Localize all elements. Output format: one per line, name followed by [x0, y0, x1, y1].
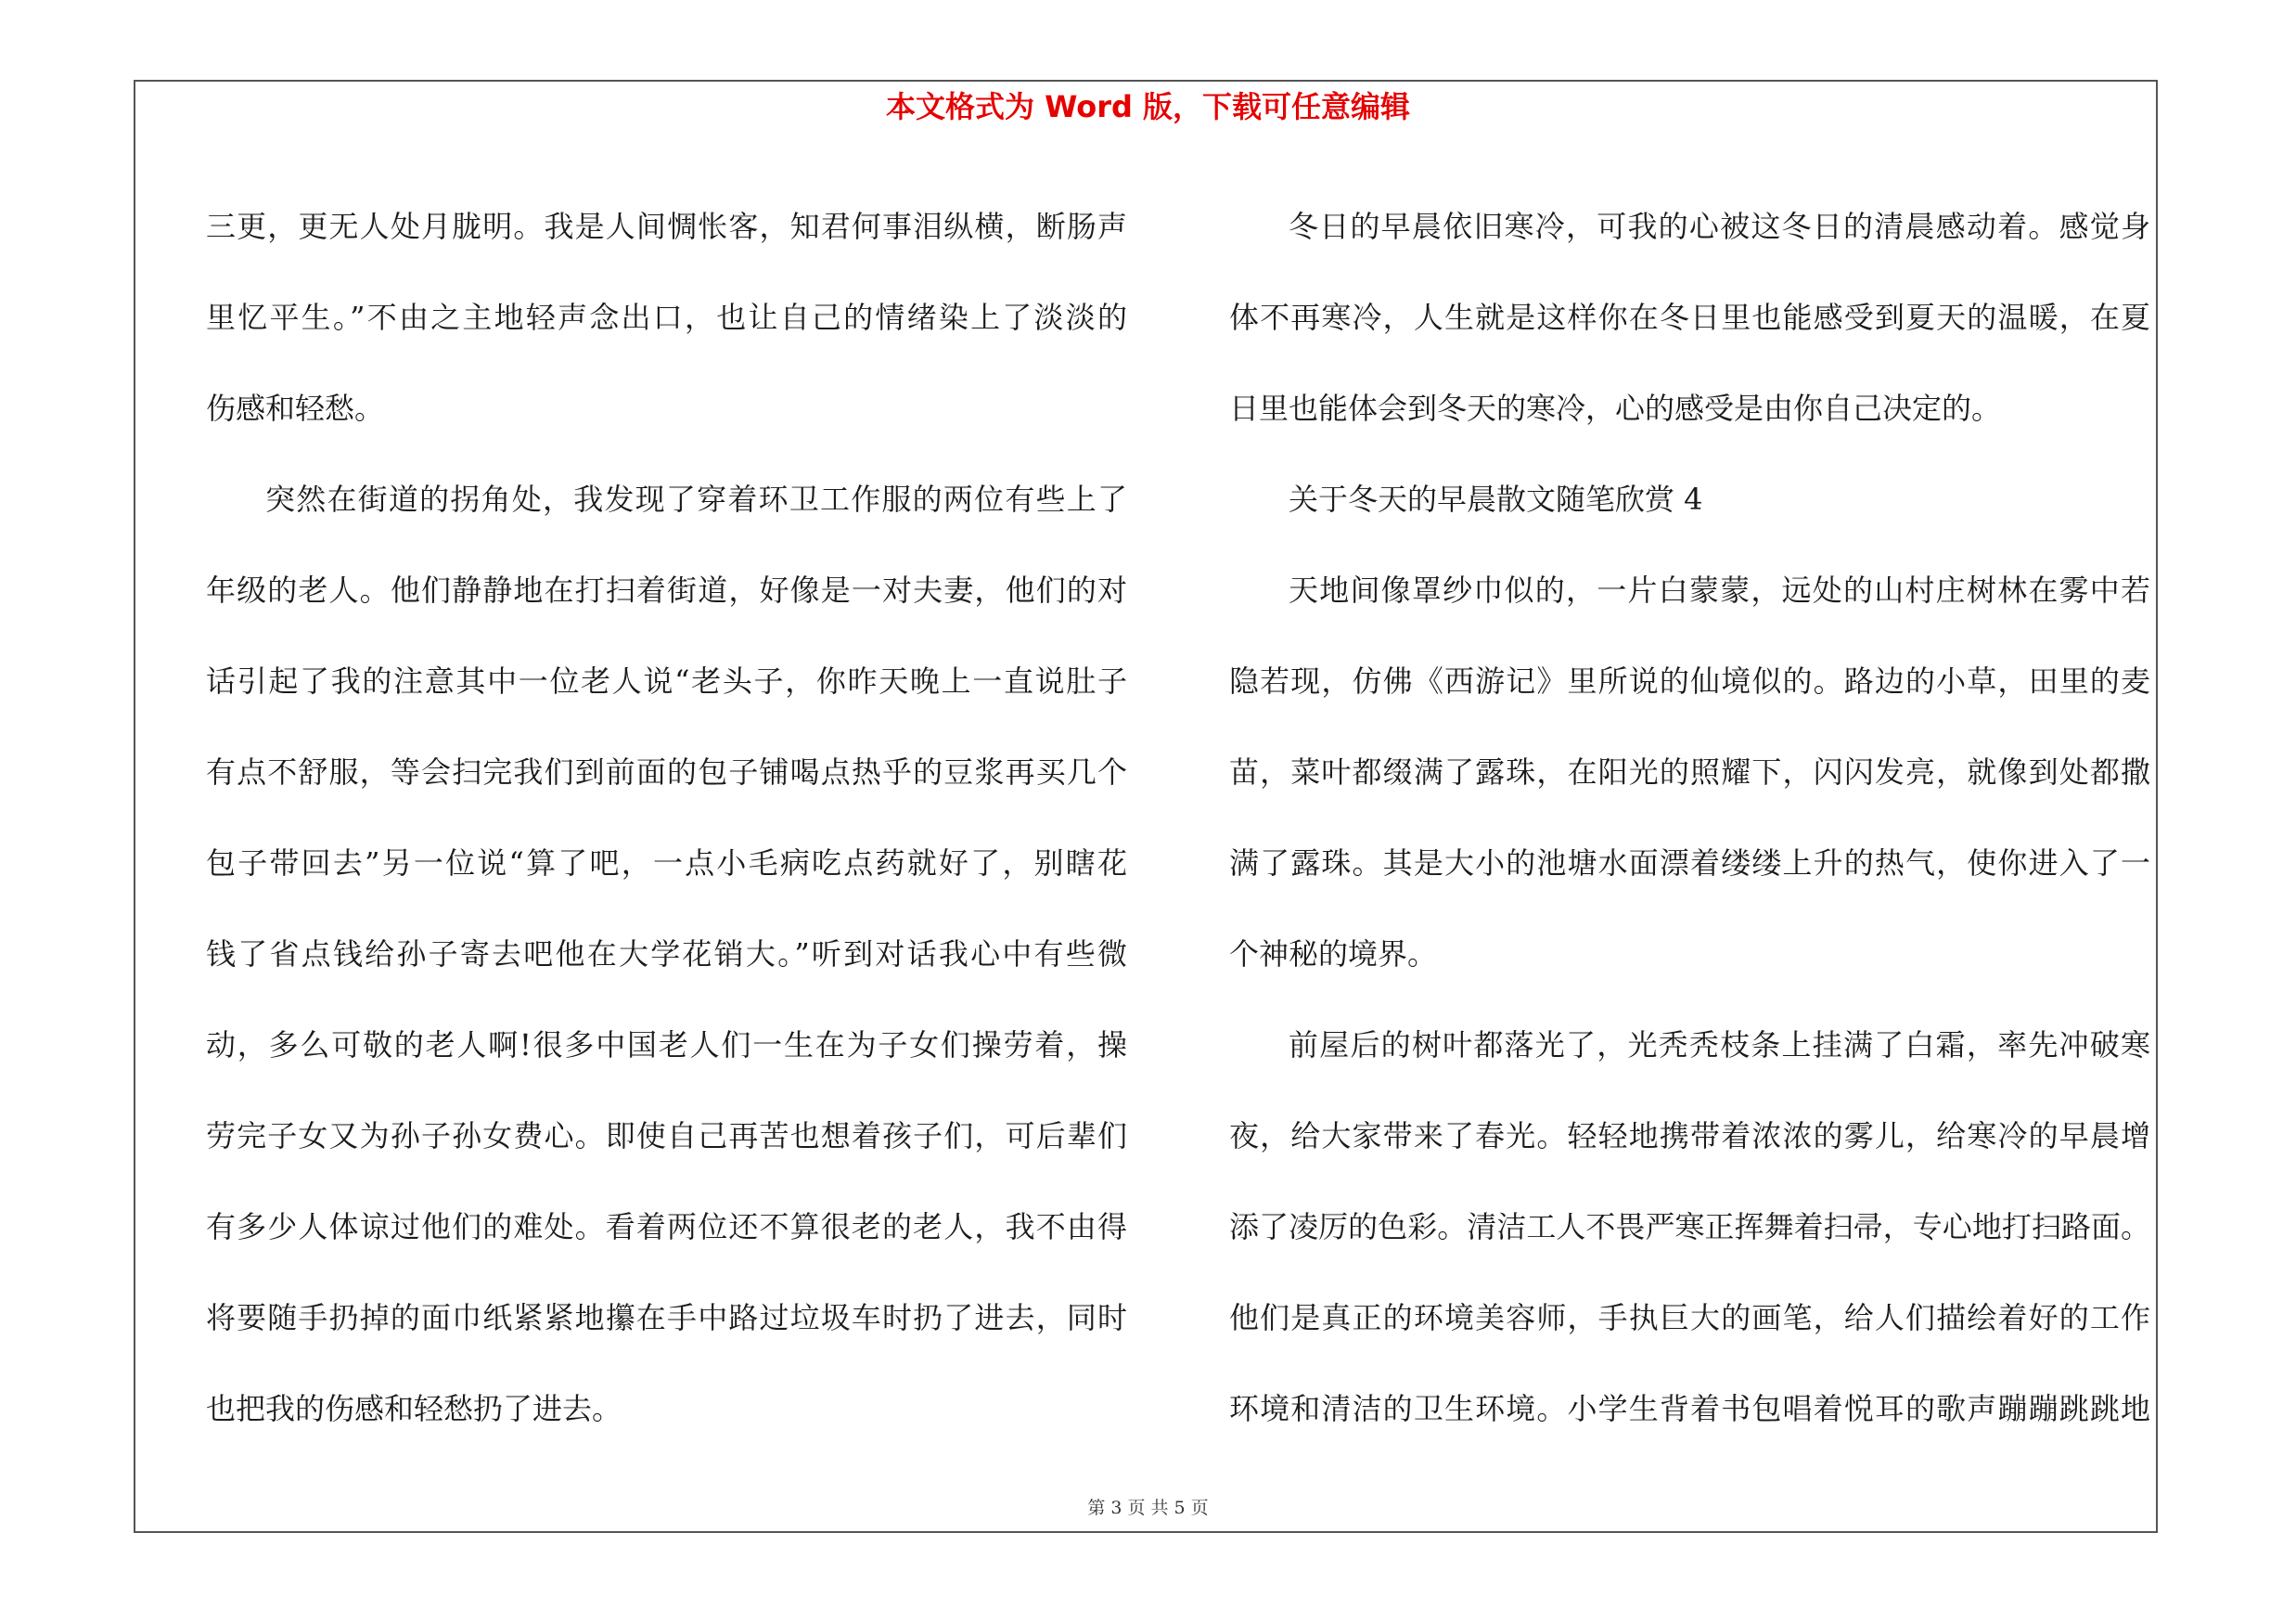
text-line: 冬日的早晨依旧寒冷，可我的心被这冬日的清晨感动着。感觉身 [1289, 209, 2150, 244]
text-line: 满了露珠。其是大小的池塘水面漂着缕缕上升的热气，使你进入了一 [1229, 845, 2150, 881]
text-line: 隐若现，仿佛《西游记》里所说的仙境似的。路边的小草，田里的麦 [1229, 663, 2150, 699]
right-text-column [1229, 181, 2150, 1454]
text-line: 也把我的伤感和轻愁扔了进去。 [206, 1391, 622, 1426]
text-line: 天地间像罩纱巾似的，一片白蒙蒙，远处的山村庄树林在雾中若 [1289, 573, 2150, 608]
text-line: 他们是真正的环境美容师，手执巨大的画笔，给人们描绘着好的工作 [1229, 1300, 2150, 1335]
text-line: 三更，更无人处月胧明。我是人间惆怅客，知君何事泪纵横，断肠声 [206, 209, 1127, 244]
page-number: 第 3 页 共 5 页 [1087, 1498, 1209, 1518]
text-line: 动，多么可敬的老人啊!很多中国老人们一生在为子女们操劳着，操 [206, 1027, 1127, 1063]
word-format-notice: 本文格式为 Word 版，下载可任意编辑 [885, 89, 1411, 124]
text-line: 个神秘的境界。 [1229, 936, 1438, 972]
text-line: 前屋后的树叶都落光了，光秃秃枝条上挂满了白霜，率先冲破寒 [1289, 1027, 2150, 1063]
text-line: 里忆平生。”不由之主地轻声念出口，也让自己的情绪染上了淡淡的 [206, 300, 1127, 335]
text-line: 将要随手扔掉的面巾纸紧紧地攥在手中路过垃圾车时扔了进去，同时 [206, 1300, 1127, 1335]
text-line: 突然在街道的拐角处，我发现了穿着环卫工作服的两位有些上了 [265, 482, 1127, 517]
text-line: 年级的老人。他们静静地在打扫着街道，好像是一对夫妻，他们的对 [206, 573, 1127, 608]
text-line: 话引起了我的注意其中一位老人说“老头子，你昨天晚上一直说肚子 [206, 663, 1127, 699]
text-line: 包子带回去”另一位说“算了吧，一点小毛病吃点药就好了，别瞎花 [206, 845, 1127, 881]
text-line: 有多少人体谅过他们的难处。看着两位还不算很老的老人，我不由得 [206, 1209, 1127, 1244]
text-line: 伤感和轻愁。 [206, 391, 385, 426]
text-line: 日里也能体会到冬天的寒冷，心的感受是由你自己决定的。 [1229, 391, 2002, 426]
text-line: 劳完子女又为孙子孙女费心。即使自己再苦也想着孩子们，可后辈们 [206, 1118, 1127, 1153]
text-line: 体不再寒冷，人生就是这样你在冬日里也能感受到夏天的温暖，在夏 [1229, 300, 2150, 335]
text-line: 有点不舒服，等会扫完我们到前面的包子铺喝点热乎的豆浆再买几个 [206, 754, 1127, 790]
text-line: 钱了省点钱给孙子寄去吧他在大学花销大。”听到对话我心中有些微 [206, 936, 1127, 972]
text-line: 添了凌厉的色彩。清洁工人不畏严寒正挥舞着扫帚，专心地打扫路面。 [1229, 1209, 2150, 1244]
text-line: 夜，给大家带来了春光。轻轻地携带着浓浓的雾儿，给寒冷的早晨增 [1229, 1118, 2150, 1153]
left-text-column [206, 181, 1127, 1454]
section-heading: 关于冬天的早晨散文随笔欣赏 4 [1289, 482, 1703, 517]
text-line: 环境和清洁的卫生环境。小学生背着书包唱着悦耳的歌声蹦蹦跳跳地 [1229, 1391, 2150, 1426]
text-line: 苗，菜叶都缀满了露珠，在阳光的照耀下，闪闪发亮，就像到处都撒 [1229, 754, 2150, 790]
